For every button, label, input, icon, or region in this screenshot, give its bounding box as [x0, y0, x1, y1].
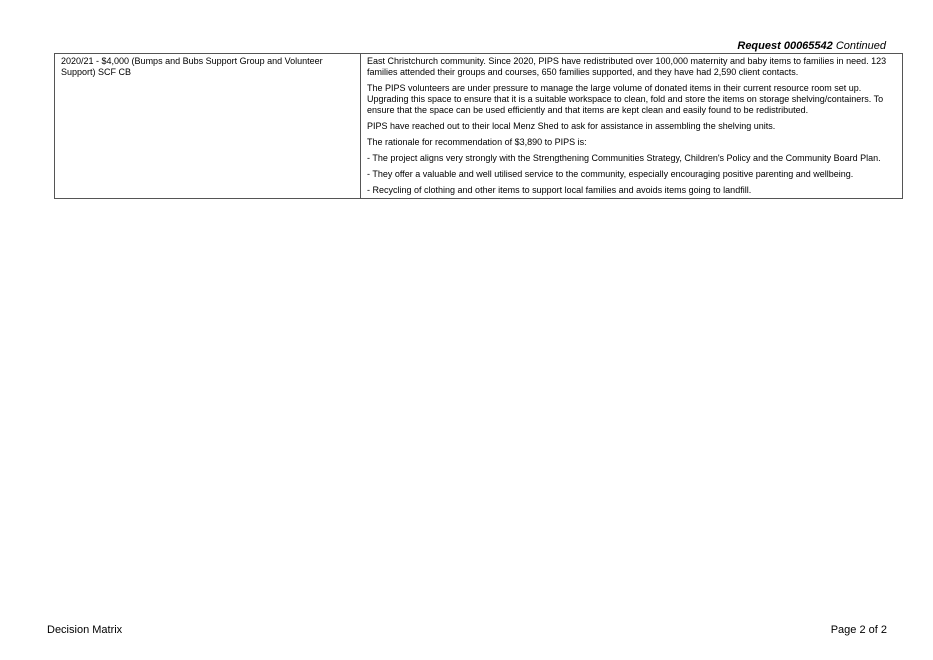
continued-label: Continued: [835, 40, 886, 52]
assessment-paragraph: PIPS have reached out to their local Menz Shed to ask for assistance in assembling the shelving units.: [367, 121, 776, 131]
table-row: [55, 54, 903, 199]
funding-history-cell: 2020/21 - $4,000 (Bumps and Bubs Support Group and Volunteer Support) SCF CB: [55, 54, 361, 199]
request-heading: [737, 40, 886, 52]
assessment-paragraph: The PIPS volunteers are under pressure to manage the large volume of donated items in their current resource room set up. Upgrading this space to ensure that it is a suitable workspace to clean, fold and store the items on storage shelving/containers. To ensure that the space can be used efficiently and that items are kept clean and easily found to be redistributed.: [367, 83, 884, 115]
footer-page-number: Page 2 of 2: [830, 624, 887, 636]
assessment-paragraph: - Recycling of clothing and other items to support local families and avoids items going to landfill.: [367, 185, 752, 195]
footer-document-name: Decision Matrix: [47, 624, 123, 636]
assessment-cell: [361, 54, 903, 199]
assessment-paragraph: East Christchurch community. Since 2020, PIPS have redistributed over 100,000 maternity and baby items to families in need. 123 families attended their groups and courses, 650 families supported, and they have had 2,590 client contacts.: [367, 56, 887, 77]
request-number: Request 00065542: [737, 40, 833, 52]
assessment-paragraph: The rationale for recommendation of $3,890 to PIPS is:: [367, 137, 587, 147]
decision-matrix-table: [54, 53, 903, 199]
assessment-paragraph: - The project aligns very strongly with the Strengthening Communities Strategy, Children's Policy and the Community Board Plan.: [367, 153, 881, 163]
assessment-paragraph: - They offer a valuable and well utilised service to the community, especially encouraging positive parenting and wellbeing.: [367, 169, 854, 179]
